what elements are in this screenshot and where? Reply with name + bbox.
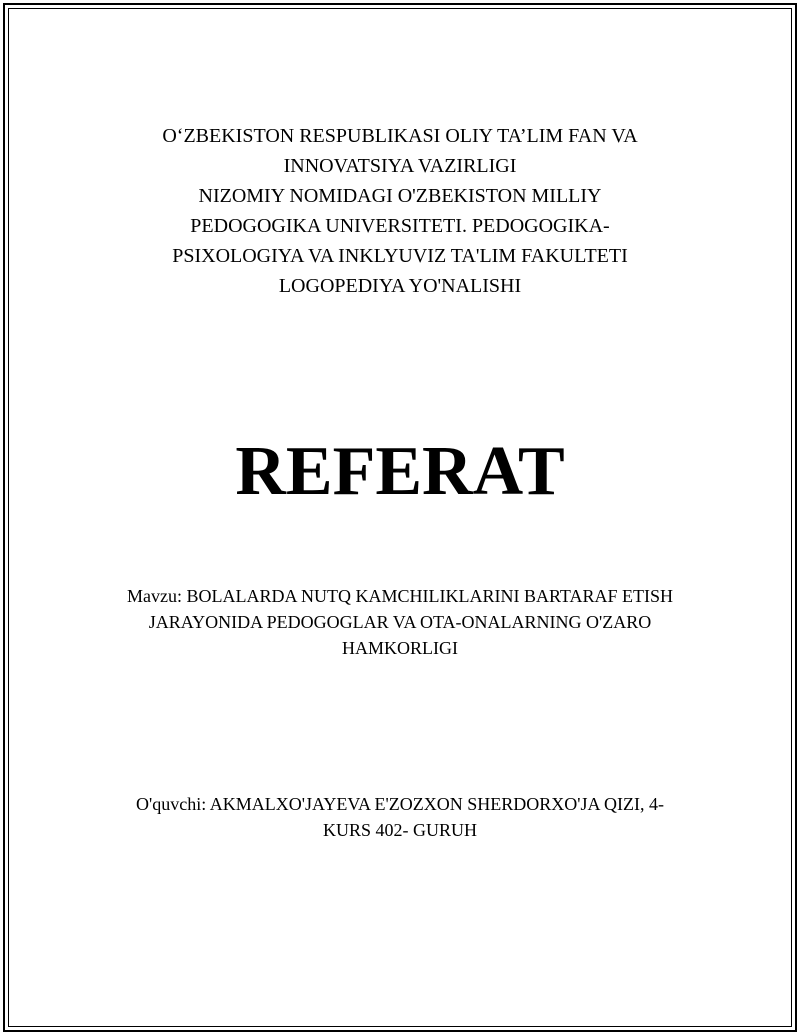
topic-line: HAMKORLIGI bbox=[342, 638, 458, 658]
header-line: PSIXOLOGIYA VA INKLYUVIZ TA'LIM FAKULTETI bbox=[172, 245, 628, 267]
document-title: REFERAT bbox=[235, 433, 565, 510]
header-line: NIZOMIY NOMIDAGI O'ZBEKISTON MILLIY bbox=[198, 185, 602, 207]
student-line: KURS 402- GURUH bbox=[322, 820, 477, 840]
topic-block bbox=[100, 583, 700, 661]
header-line: INNOVATSIYA VAZIRLIGI bbox=[283, 155, 517, 177]
institution-header bbox=[120, 121, 680, 301]
header-line: O‘ZBEKISTON RESPUBLIKASI OLIY TA’LIM FAN VA bbox=[162, 125, 638, 147]
header-line: PEDOGOGIKA UNIVERSITETI. PEDOGOGIKA- bbox=[190, 215, 610, 237]
student-line: O'quvchi: AKMALXO'JAYEVA E'ZOZXON SHERDORXO'JA QIZI, 4- bbox=[136, 794, 664, 814]
header-line: LOGOPEDIYA YO'NALISHI bbox=[278, 275, 522, 297]
student-block bbox=[100, 791, 700, 843]
topic-line: Mavzu: BOLALARDA NUTQ KAMCHILIKLARINI BARTARAF ETISH bbox=[127, 586, 673, 606]
topic-line: JARAYONIDA PEDOGOGLAR VA OTA-ONALARNING O'ZARO bbox=[148, 612, 652, 632]
